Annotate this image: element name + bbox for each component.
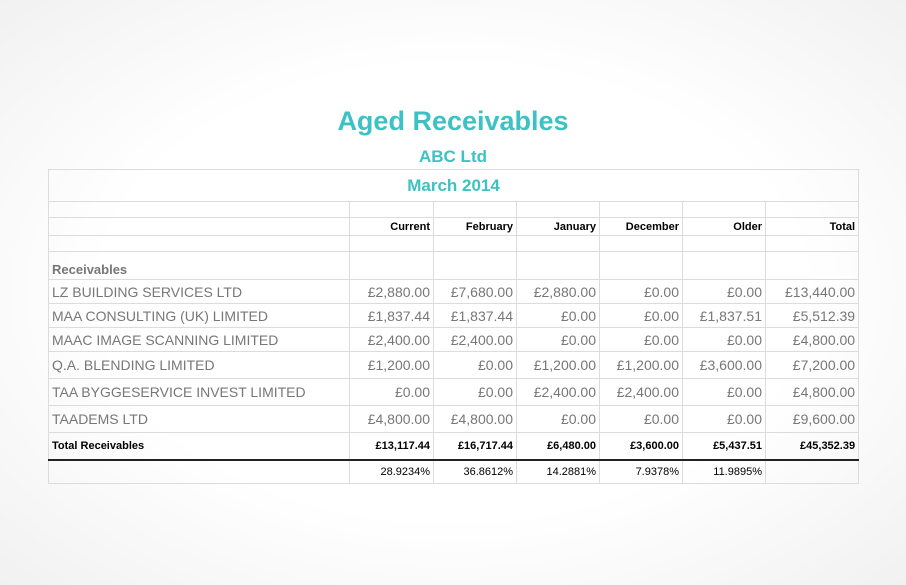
table-row — [49, 406, 859, 433]
customer-name: Q.A. BLENDING LIMITED — [49, 352, 350, 379]
amount-cell: £0.00 — [517, 304, 600, 328]
amount-cell: £2,400.00 — [350, 328, 434, 352]
table-row — [49, 280, 859, 304]
customer-name: LZ BUILDING SERVICES LTD — [49, 280, 350, 304]
amount-cell: £0.00 — [683, 328, 766, 352]
amount-cell: £0.00 — [434, 379, 517, 406]
amount-cell: £0.00 — [683, 280, 766, 304]
percentage-cell: 14.2881% — [517, 460, 600, 484]
column-header-february: February — [434, 218, 517, 236]
column-header-total: Total — [766, 218, 859, 236]
amount-cell: £0.00 — [434, 352, 517, 379]
aged-receivables-table — [48, 169, 859, 484]
amount-cell: £2,880.00 — [517, 280, 600, 304]
amount-cell: £1,837.51 — [683, 304, 766, 328]
total-cell: £13,117.44 — [350, 433, 434, 461]
amount-cell: £1,200.00 — [350, 352, 434, 379]
total-label: Total Receivables — [49, 433, 350, 461]
total-cell: £16,717.44 — [434, 433, 517, 461]
section-label: Receivables — [49, 252, 350, 280]
amount-cell: £7,680.00 — [434, 280, 517, 304]
amount-cell: £1,837.44 — [350, 304, 434, 328]
table-row — [49, 352, 859, 379]
customer-name: MAA CONSULTING (UK) LIMITED — [49, 304, 350, 328]
amount-cell: £1,200.00 — [600, 352, 683, 379]
column-header-row — [49, 218, 859, 236]
amount-cell: £2,400.00 — [600, 379, 683, 406]
customer-name: MAAC IMAGE SCANNING LIMITED — [49, 328, 350, 352]
amount-cell: £7,200.00 — [766, 352, 859, 379]
total-cell: £3,600.00 — [600, 433, 683, 461]
amount-cell: £0.00 — [600, 406, 683, 433]
amount-cell: £0.00 — [600, 328, 683, 352]
total-cell: £5,437.51 — [683, 433, 766, 461]
table-row — [49, 379, 859, 406]
amount-cell: £0.00 — [683, 406, 766, 433]
customer-name: TAADEMS LTD — [49, 406, 350, 433]
amount-cell: £0.00 — [683, 379, 766, 406]
section-header-row — [49, 252, 859, 280]
column-header-january: January — [517, 218, 600, 236]
percentage-cell: 7.9378% — [600, 460, 683, 484]
table-row — [49, 304, 859, 328]
customer-name: TAA BYGGESERVICE INVEST LIMITED — [49, 379, 350, 406]
report-period: March 2014 — [49, 170, 859, 202]
column-header-current: Current — [350, 218, 434, 236]
amount-cell: £0.00 — [517, 328, 600, 352]
total-cell: £45,352.39 — [766, 433, 859, 461]
percentage-cell — [766, 460, 859, 484]
amount-cell: £4,800.00 — [766, 328, 859, 352]
amount-cell: £1,200.00 — [517, 352, 600, 379]
amount-cell: £2,400.00 — [434, 328, 517, 352]
amount-cell: £4,800.00 — [434, 406, 517, 433]
percentage-cell: 28.9234% — [350, 460, 434, 484]
percentage-cell: 36.8612% — [434, 460, 517, 484]
column-header-december: December — [600, 218, 683, 236]
amount-cell: £3,600.00 — [683, 352, 766, 379]
percentage-cell: 11.9895% — [683, 460, 766, 484]
report-title: Aged Receivables — [337, 106, 569, 136]
total-cell: £6,480.00 — [517, 433, 600, 461]
receivables-rows — [49, 280, 859, 433]
amount-cell: £9,600.00 — [766, 406, 859, 433]
amount-cell: £4,800.00 — [766, 379, 859, 406]
amount-cell: £0.00 — [600, 304, 683, 328]
company-name: ABC Ltd — [419, 147, 487, 166]
amount-cell: £2,400.00 — [517, 379, 600, 406]
column-header-older: Older — [683, 218, 766, 236]
amount-cell: £0.00 — [600, 280, 683, 304]
amount-cell: £2,880.00 — [350, 280, 434, 304]
amount-cell: £0.00 — [350, 379, 434, 406]
table-row — [49, 328, 859, 352]
amount-cell: £4,800.00 — [350, 406, 434, 433]
amount-cell: £5,512.39 — [766, 304, 859, 328]
amount-cell: £0.00 — [517, 406, 600, 433]
amount-cell: £1,837.44 — [434, 304, 517, 328]
amount-cell: £13,440.00 — [766, 280, 859, 304]
total-row — [49, 433, 859, 461]
percentage-row — [49, 460, 859, 484]
